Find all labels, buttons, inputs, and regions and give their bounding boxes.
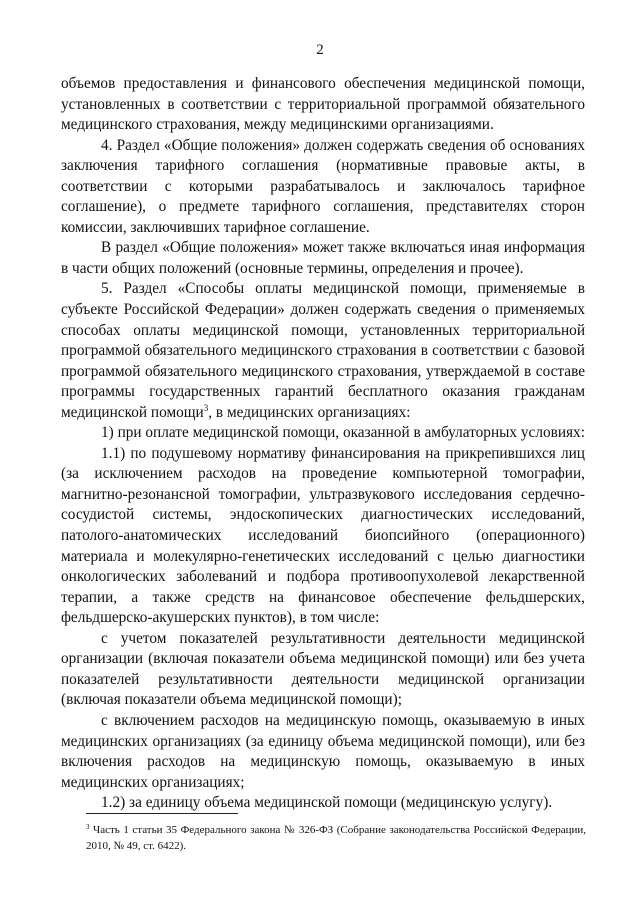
paragraph-item-1-1: 1.1) по подушевому нормативу финансирования на прикрепившихся лиц (за исключением расходов на проведение компьютерной томографии, магнитно-резонансной томографии, ультразвукового исследования сердечно-сосудистой системы, эндоскопических диагностических исследований, патолого-анатомических исследований биопсийного (операционного) материала и молекулярно-генетических исследований с целью диагностики онкологических заболеваний и подбора противоопухолевой лекарственной терапии, а также средств на финансовое обеспечение фельдшерских, фельдшерско-акушерских пунктов), в том числе: <box>61 444 585 627</box>
body-text <box>61 74 585 814</box>
footnote-reference: 3 <box>203 402 209 413</box>
footnote-divider <box>86 813 238 814</box>
paragraph-with-performance-indicators: с учетом показателей результативности деятельности медицинской организации (включая показатели объема медицинской помощи) или без учета показателей результативности деятельности медицинской организации (включая показатели объема медицинской помощи); <box>61 629 585 709</box>
paragraph-item-1: 1) при оплате медицинской помощи, оказанной в амбулаторных условиях: <box>101 424 585 442</box>
paragraph-section-4: 4. Раздел «Общие положения» должен содержать сведения об основаниях заключения тарифного соглашения (нормативные правовые акты, в соответствии с которыми разрабатывалось и заключалось тарифное соглашение), о предмете тарифного соглашения, представителях сторон комиссии, заключивших тарифное соглашение. <box>61 136 585 236</box>
paragraph-with-other-organizations: с включением расходов на медицинскую помощь, оказываемую в иных медицинских организациях (за единицу объема медицинской помощи), или без включения расходов на медицинскую помощь, оказываемую в иных медицинских организациях; <box>61 711 585 791</box>
section-5-text-end: , в медицинских организациях: <box>208 403 411 421</box>
footnote-text: Часть 1 статьи 35 Федерального закона № 326-ФЗ (Собрание законодательства Российской Федерации, 2010, № 49, ст. 6422). <box>86 824 586 852</box>
page-number: 2 <box>316 42 324 58</box>
footnote-marker: 3 <box>86 823 90 831</box>
paragraph-item-1-2: 1.2) за единицу объема медицинской помощи (медицинскую услугу). <box>101 794 553 812</box>
paragraph-section-5 <box>61 279 585 423</box>
paragraph-general-provisions-note: В раздел «Общие положения» может также включаться иная информация в части общих положений (основные термины, определения и прочее). <box>61 239 585 277</box>
section-5-text: 5. Раздел «Способы оплаты медицинской помощи, применяемые в субъекте Российской Федерации» должен содержать сведения о применяемых способах оплаты медицинской помощи, установленных территориальной программой обязательного медицинского страхования в соответствии с базовой программой обязательного медицинского страхования, утверждаемой в составе программы государственных гарантий бесплатного оказания гражданам медицинской помощи <box>61 280 585 421</box>
footnote <box>86 822 586 854</box>
paragraph-continuation: объемов предоставления и финансового обеспечения медицинской помощи, установленных в соответствии с территориальной программой обязательного медицинского страхования, между медицинскими организациями. <box>61 75 585 134</box>
